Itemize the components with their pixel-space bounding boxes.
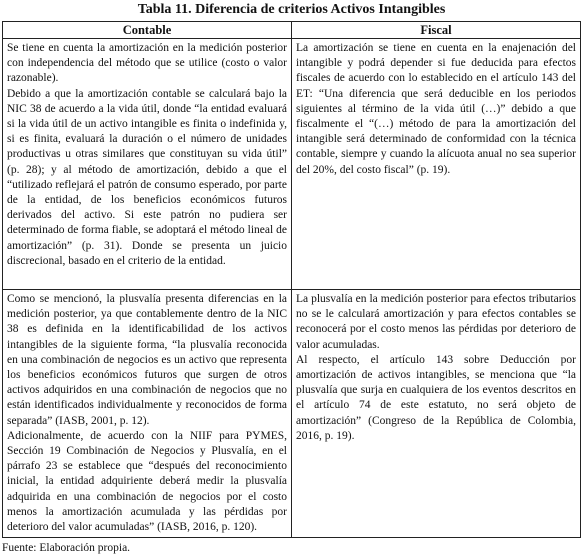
cell-contable-2 — [3, 290, 292, 538]
paragraph: Como se mencionó, la plusvalía presenta diferencias en la medición posterior, ya que contablemente dentro de la NIC 38 es definida en la identificabilidad de los activos intangibles de la siguiente forma, “la plusvalía reconocida en una combinación de negocios es un activo que representa los beneficios económicos futuros que surgen de otros activos adquiridos en una combinación de negocios que no están identificados individualmente y reconocidos de forma separada” (IASB, 2001, p. 12). — [7, 293, 287, 427]
paragraph: Al respecto, el artículo 143 sobre Deducción por amortización de activos intangibles, se menciona que “la plusvalía que surja en cualquiera de los eventos descritos en el artículo 74 de este estatuto, no será objeto de amortización” (Congreso de la República de Colombia, 2016, p. 19). — [296, 353, 576, 442]
paragraph: Adicionalmente, de acuerdo con la NIIF para PYMES, Sección 19 Combinación de Negocios y Plusvalía, en el párrafo 23 se establece que “después del reconocimiento inicial, la entidad adquiriente deberá medir la plusvalía adquirida en una combinación de negocios por el costo menos la amortización acumulada y las pérdidas por deterioro del valor acumuladas” (IASB, 2016, p. 120). — [7, 429, 287, 534]
header-contable: Contable — [3, 22, 292, 39]
table-row — [3, 290, 581, 538]
cell-fiscal-2 — [292, 290, 581, 538]
table-row — [3, 39, 581, 290]
paragraph: La amortización se tiene en cuenta en la enajenación del intangible y podrá depender si fue deducida para efectos fiscales de acuerdo con lo establecido en el artículo 143 del ET: “Una diferencia que será deducible en los periodos siguientes al término de la vida útil (…)” debido a que fiscalmente el “(…) método de para la amortización del intangible será determinado de conformidad con la técnica contable, siempre y cuando la alícuota anual no sea superior del 20%, del costo fiscal” (p. 19). — [296, 42, 576, 176]
header-fiscal: Fiscal — [292, 22, 581, 39]
criteria-table — [2, 21, 581, 538]
table-title: Tabla 11. Diferencia de criterios Activos Intangibles — [137, 2, 446, 17]
table-source: Fuente: Elaboración propia. — [2, 542, 131, 554]
cell-contable-1 — [3, 39, 292, 290]
paragraph: Se tiene en cuenta la amortización en la medición posterior con independencia del método que se utilice (costo o valor razonable). — [7, 42, 287, 85]
table-header-row — [3, 22, 581, 39]
paragraph: La plusvalía en la medición posterior para efectos tributarios no se le calculará amortización y para efectos contables se reconocerá por el costo menos las pérdidas por deterioro de valor acumuladas. — [296, 293, 576, 351]
cell-fiscal-1 — [292, 39, 581, 290]
paragraph: Debido a que la amortización contable se calculará bajo la NIC 38 de acuerdo a la vida útil, donde “la entidad evaluará si la vida útil de un activo intangible es finita o indefinida y, si es finita, evaluará la duración o el número de unidades productivas u otras similares que constituyan su vida útil” (p. 28); y al método de amortización, debido a que el “utilizado reflejará el patrón de consumo esperado, por parte de la entidad, de los beneficios económicos futuros derivados del activo. Si este patrón no pudiera ser determinado de forma fiable, se adoptará el método lineal de amortización” (p. 31). Donde se presenta un juicio discrecional, basado en el criterio de la entidad. — [7, 87, 287, 267]
